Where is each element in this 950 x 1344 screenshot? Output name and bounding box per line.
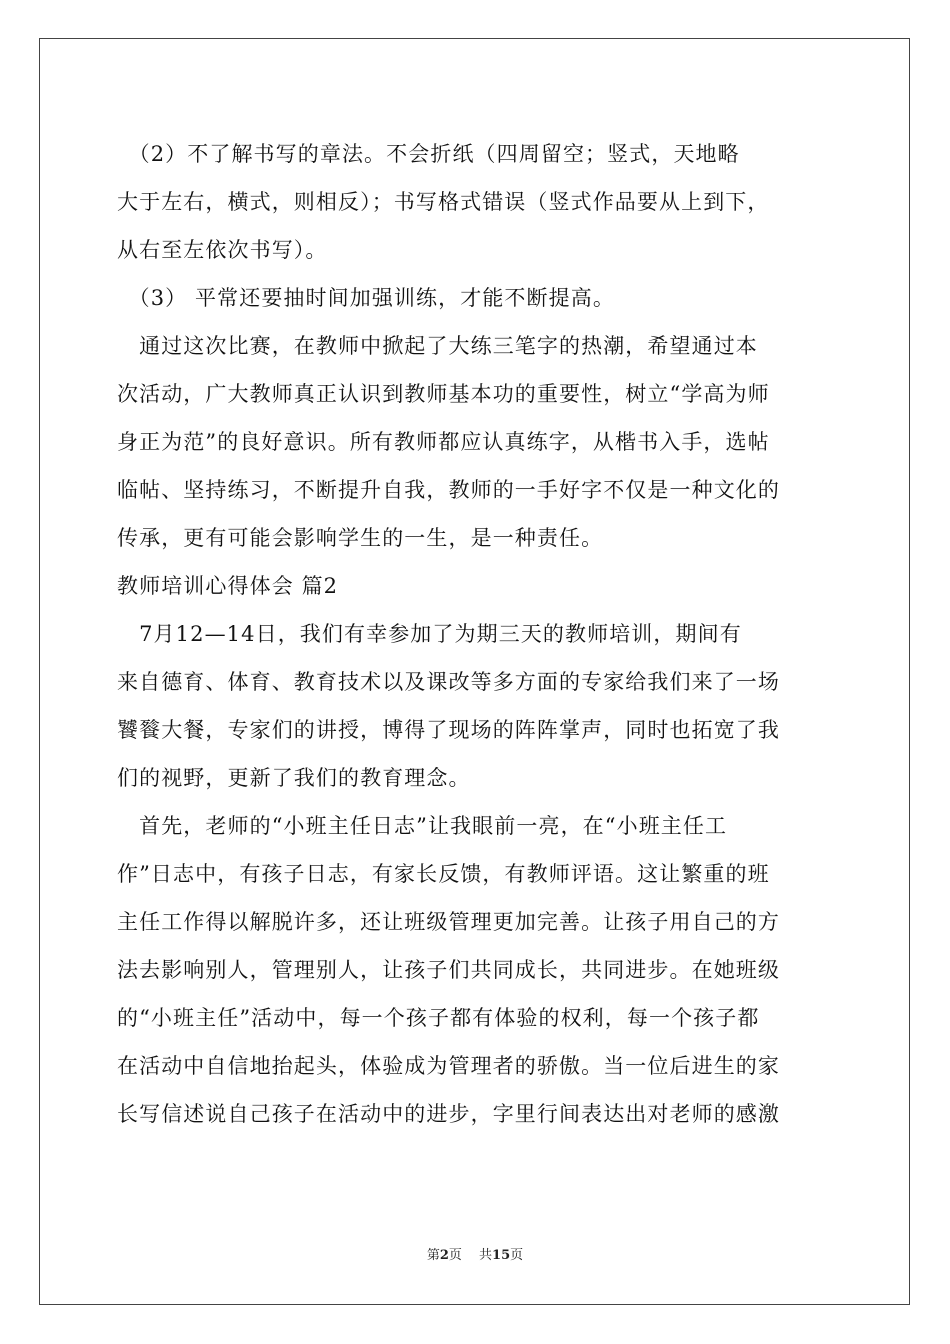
footer-prefix: 第 xyxy=(426,1248,440,1263)
text-line: 通过这次比赛，在教师中掀起了大练三笔字的热潮，希望通过本 xyxy=(117,334,758,358)
section-heading: 教师培训心得体会 篇2 xyxy=(117,574,339,598)
text-line: 来自德育、体育、教育技术以及课改等多方面的专家给我们来了一场 xyxy=(117,670,780,694)
text-line: 作”日志中，有孩子日志，有家长反馈，有教师评语。这让繁重的班 xyxy=(117,862,770,886)
text-line: 首先，老师的“小班主任日志”让我眼前一亮，在“小班主任工 xyxy=(117,814,728,838)
page-footer xyxy=(0,1244,950,1263)
paragraph-item-2 xyxy=(117,130,837,274)
text-line: 次活动，广大教师真正认识到教师基本功的重要性，树立“学高为师 xyxy=(117,382,770,406)
paragraph-class-monitor-log xyxy=(117,802,837,1138)
text-line: 7月12—14日，我们有幸参加了为期三天的教师培训，期间有 xyxy=(117,622,742,646)
text-line: 们的视野，更新了我们的教育理念。 xyxy=(117,766,471,790)
text-line: 在活动中自信地抬起头，体验成为管理者的骄傲。当一位后进生的家 xyxy=(117,1054,780,1078)
text-line: 法去影响别人，管理别人，让孩子们共同成长，共同进步。在她班级 xyxy=(117,958,780,982)
text-line: （2）不了解书写的章法。不会折纸（四周留空；竖式，天地略 xyxy=(117,142,740,166)
text-line: 临帖、坚持练习，不断提升自我，教师的一手好字不仅是一种文化的 xyxy=(117,478,780,502)
text-line: 身正为范”的良好意识。所有教师都应认真练字，从楷书入手，选帖 xyxy=(117,430,770,454)
paragraph-item-3 xyxy=(117,274,837,322)
paragraph-competition-summary xyxy=(117,322,837,562)
page-number: 2 xyxy=(439,1248,449,1263)
document-body xyxy=(117,130,837,1138)
footer-total-suffix: 页 xyxy=(510,1248,524,1263)
text-line: 主任工作得以解脱许多，还让班级管理更加完善。让孩子用自己的方 xyxy=(117,910,780,934)
text-line: 从右至左依次书写）。 xyxy=(117,238,328,262)
text-line: 传承，更有可能会影响学生的一生，是一种责任。 xyxy=(117,526,604,550)
total-pages: 15 xyxy=(492,1248,511,1263)
footer-page-suffix: 页 共 xyxy=(448,1248,493,1263)
text-line: 的“小班主任”活动中，每一个孩子都有体验的权利，每一个孩子都 xyxy=(117,1006,760,1030)
text-line: 饕餮大餐，专家们的讲授，博得了现场的阵阵掌声，同时也拓宽了我 xyxy=(117,718,780,742)
paragraph-training-intro xyxy=(117,610,837,802)
text-line: 长写信述说自己孩子在活动中的进步，字里行间表达出对老师的感激 xyxy=(117,1102,780,1126)
text-line: （3） 平常还要抽时间加强训练，才能不断提高。 xyxy=(117,286,615,310)
text-line: 大于左右，横式，则相反）；书写格式错误（竖式作品要从上到下， xyxy=(117,190,770,214)
